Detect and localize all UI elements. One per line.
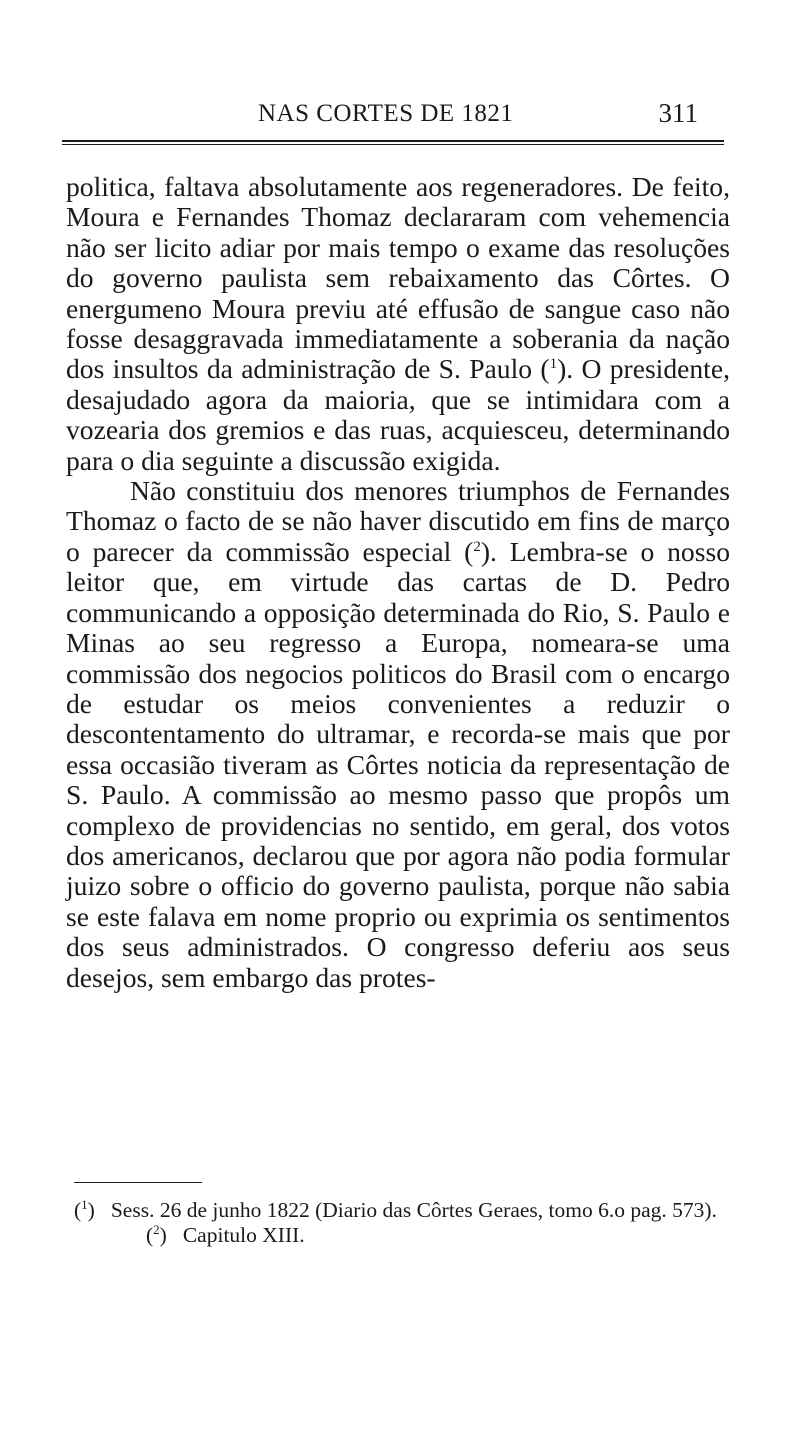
footnote-ref-2: 2 — [473, 538, 481, 555]
page-header — [62, 96, 726, 136]
footnote-2-marker — [146, 1223, 167, 1248]
footnote-1 — [74, 1198, 726, 1223]
footnote-1-text: Sess. 26 de junho 1822 (Diario das Côrtes Geraes, tomo 6.o pag. 573). — [110, 1198, 717, 1222]
footnote-ref-1: 1 — [549, 356, 558, 373]
footnote-1-marker-open: ( — [74, 1198, 82, 1222]
running-title: NAS CORTES DE 1821 — [258, 100, 514, 127]
footnote-1-marker-num: 1 — [81, 1196, 88, 1212]
paragraph-1 — [66, 172, 730, 476]
footnote-2 — [74, 1223, 726, 1248]
paragraph-2-text-b: ). Lembra-se o nosso leitor que, em virtude das cartas de D. Pedro communicando a opposição determinada do Rio, S. Paulo e Minas ao seu regresso a Europa, nomeara-se uma commissão dos negocios politicos do Brasil com o encargo de estudar os meios convenientes a reduzir o descontentamento do ultramar, e recorda-se mais que por essa occasião tiveram as Côrtes noticia da representação de S. Paulo. A commissão ao mesmo passo que propôs um complexo de providencias no sentido, em geral, dos votos dos americanos, declarou que por agora não podia formular juizo sobre o officio do governo paulista, porque não sabia se este falava em nome proprio ou exprimia os sentimentos dos seus administrados. O congresso deferiu aos seus desejos, sem embargo das protes- — [66, 535, 730, 993]
header-rule — [62, 140, 724, 145]
paragraph-1-text-a: politica, faltava absolutamente aos regeneradores. De feito, Moura e Fernandes Thomaz declararam com vehemencia não ser licito adiar por mais tempo o exame das resoluções do governo paulista sem rebaixamento das Côrtes. O energumeno Moura previu até effusão de sangue caso não fosse desaggravada immediatamente a soberania da nação dos insultos da administração de S. Paulo ( — [66, 171, 730, 385]
footnote-rule — [74, 1182, 202, 1183]
footnote-2-text: Capitulo XIII. — [182, 1223, 305, 1247]
footnotes — [74, 1198, 726, 1248]
page-number: 311 — [658, 98, 698, 128]
paragraph-1-text-b: ). O presidente, desajudado agora da maioria, que se intimidara com a vozearia dos gremios e das ruas, acquiesceu, determinando para o dia seguinte a discussão exigida. — [66, 353, 730, 476]
footnote-2-marker-open: ( — [146, 1223, 154, 1247]
footnote-1-marker-close: ) — [87, 1198, 95, 1222]
paragraph-2-text-a: Não constituiu dos menores triumphos de Fernandes Thomaz o facto de se não haver discutido em fins de março o parecer da commissão especial ( — [66, 475, 730, 567]
footnote-2-marker-num: 2 — [153, 1221, 160, 1237]
footnote-2-marker-close: ) — [159, 1223, 167, 1247]
footnote-1-marker — [74, 1198, 95, 1223]
body-text — [66, 172, 730, 993]
paragraph-2 — [66, 476, 730, 993]
